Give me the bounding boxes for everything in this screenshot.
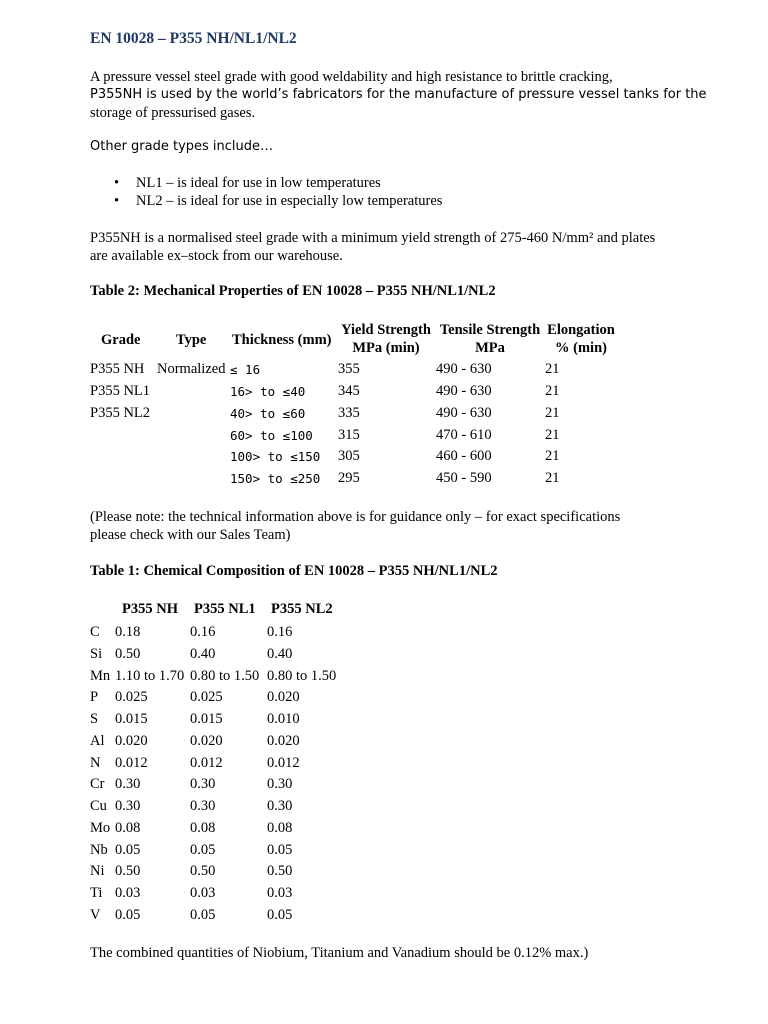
table-header-yield: [336, 321, 436, 357]
table-cell-p355nl2: 0.05: [267, 906, 293, 923]
table-cell-p355nh: 0.025: [115, 689, 148, 706]
note-line: (Please note: the technical information above is for guidance only – for exact specifications: [90, 509, 621, 525]
intro-paragraph: [90, 68, 707, 122]
table-cell-grade: P355 NL2: [90, 405, 151, 421]
table-cell-p355nh: 0.30: [115, 776, 141, 793]
table-cell-p355nh: 0.08: [115, 819, 141, 836]
table-cell-p355nh: 0.50: [115, 645, 141, 662]
table-cell-yield: 305: [338, 448, 360, 464]
table-cell-p355nl1: 0.16: [190, 624, 216, 640]
table-header-elongation: [542, 321, 620, 357]
table-cell-elongation: 21: [545, 470, 560, 486]
table-cell-yield: 345: [338, 383, 360, 399]
table-cell-p355nl2: 0.020: [267, 689, 300, 706]
table-cell-p355nh: 0.18: [115, 624, 141, 640]
table-cell-tensile: 490 - 630: [436, 383, 492, 399]
bullet-list: [114, 175, 442, 211]
footer-note: The combined quantities of Niobium, Titanium and Vanadium should be 0.12% max.): [90, 945, 589, 961]
table-cell-p355nl1: 0.50: [190, 863, 216, 880]
bullet-text: NL1 – is ideal for use in low temperatures: [136, 175, 381, 191]
table-header-yield-line: MPa (min): [352, 340, 420, 356]
table-cell-element: Si: [90, 645, 103, 662]
table-cell-elongation: 21: [545, 448, 560, 464]
normalised-paragraph: [90, 229, 655, 265]
table-header-tensile-line: Tensile Strength: [439, 322, 541, 338]
table-header-tensile: [436, 321, 544, 357]
table-cell-p355nl1: 0.40: [190, 645, 216, 662]
table-cell-p355nl2: 0.03: [267, 885, 293, 901]
table-cell-element: Nb: [90, 841, 108, 858]
table-cell-elongation: 21: [545, 383, 560, 399]
intro-line: P355NH is used by the world’s fabricators for the manufacture of pressure vessel tanks for the: [90, 87, 707, 102]
intro-line: A pressure vessel steel grade with good weldability and high resistance to brittle cracking,: [90, 69, 613, 85]
table-cell-p355nl1: 0.012: [190, 754, 223, 771]
table-cell-p355nl1: 0.015: [190, 711, 223, 727]
table-cell-tensile: 470 - 610: [436, 427, 492, 443]
p355nl2-column: [267, 622, 336, 927]
table-cell-yield: 295: [338, 470, 360, 486]
normalised-line: are available ex–stock from our warehouse.: [90, 248, 343, 264]
p355nl1-column: [190, 622, 259, 927]
bullet-text: NL2 – is ideal for use in especially low temperatures: [136, 193, 443, 209]
page-title: EN 10028 – P355 NH/NL1/NL2: [90, 30, 297, 47]
list-item: [114, 193, 442, 211]
table-cell-p355nl1: 0.30: [190, 776, 216, 793]
table-cell-element: V: [90, 906, 101, 923]
table-header-grade: Grade: [101, 332, 141, 348]
table-cell-yield: 315: [338, 427, 360, 443]
table-header-tensile-line: MPa: [475, 340, 505, 356]
table-cell-p355nh: 1.10 to 1.70: [115, 667, 185, 684]
table-cell-thickness: 16> to ≤40: [230, 384, 306, 399]
table-cell-tensile: 450 - 590: [436, 470, 492, 486]
note-line: please check with our Sales Team): [90, 527, 291, 543]
table-cell-element: N: [90, 754, 101, 771]
table-cell-p355nl1: 0.03: [190, 885, 216, 901]
table-cell-thickness: 100> to ≤150: [230, 449, 321, 464]
table-cell-p355nh: 0.05: [115, 906, 141, 923]
table-cell-grade: P355 NL1: [90, 383, 151, 399]
table-cell-p355nl1: 0.30: [190, 798, 216, 814]
table-cell-p355nl2: 0.30: [267, 776, 293, 793]
table-cell-element: Ni: [90, 863, 105, 880]
table-header-p355nh: P355 NH: [122, 601, 178, 617]
table-cell-p355nh: 0.020: [115, 732, 148, 749]
other-grades-intro: Other grade types include…: [90, 139, 274, 154]
table-cell-yield: 335: [338, 405, 360, 421]
table-cell-elongation: 21: [545, 427, 560, 443]
table-cell-thickness: ≤ 16: [230, 362, 261, 377]
normalised-line: P355NH is a normalised steel grade with a minimum yield strength of 275-460 N/mm² and plates: [90, 230, 656, 246]
table-cell-element: P: [90, 689, 99, 706]
table-cell-element: Cr: [90, 776, 105, 793]
table-cell-element: Al: [90, 732, 105, 749]
table-cell-thickness: 40> to ≤60: [230, 406, 306, 421]
table-cell-type: Normalized: [157, 361, 226, 377]
table-cell-thickness: 150> to ≤250: [230, 471, 321, 486]
table-header-elongation-line: % (min): [555, 340, 607, 356]
table-cell-grade: P355 NH: [90, 361, 145, 377]
list-item: [114, 175, 442, 193]
intro-line: storage of pressurised gases.: [90, 105, 256, 121]
table-cell-p355nl1: 0.025: [190, 689, 223, 706]
table-cell-element: Ti: [90, 885, 103, 901]
table-cell-p355nl2: 0.40: [267, 645, 293, 662]
table-cell-p355nl1: 0.05: [190, 841, 216, 858]
table-cell-p355nl2: 0.05: [267, 841, 293, 858]
table-cell-p355nl1: 0.80 to 1.50: [190, 667, 260, 684]
table-cell-element: C: [90, 624, 100, 640]
table-cell-element: Mo: [90, 819, 111, 836]
table-cell-p355nl2: 0.08: [267, 819, 293, 836]
table-cell-tensile: 460 - 600: [436, 448, 492, 464]
table-cell-element: Mn: [90, 667, 111, 684]
table-header-elongation-line: Elongation: [547, 322, 615, 338]
table-cell-p355nl2: 0.010: [267, 711, 300, 727]
table-cell-element: Cu: [90, 798, 107, 814]
table-cell-thickness: 60> to ≤100: [230, 428, 313, 443]
table-cell-p355nh: 0.50: [115, 863, 141, 880]
p355nh-column: [115, 622, 184, 927]
table-cell-p355nl1: 0.05: [190, 906, 216, 923]
table-header-p355nl2: P355 NL2: [271, 601, 333, 617]
table-cell-p355nl2: 0.012: [267, 754, 300, 771]
table-header-yield-line: Yield Strength: [341, 322, 431, 338]
table-cell-tensile: 490 - 630: [436, 405, 492, 421]
table-cell-tensile: 490 - 630: [436, 361, 492, 377]
table-cell-p355nl1: 0.08: [190, 819, 216, 836]
note-paragraph: [90, 508, 620, 544]
table-cell-p355nl2: 0.80 to 1.50: [267, 667, 337, 684]
table-cell-p355nl2: 0.16: [267, 624, 293, 640]
table-cell-p355nl2: 0.50: [267, 863, 293, 880]
table1-caption: Table 1: Chemical Composition of EN 10028 – P355 NH/NL1/NL2: [90, 563, 498, 579]
table-cell-elongation: 21: [545, 361, 560, 377]
bullet-icon: •: [114, 193, 120, 209]
table-cell-p355nh: 0.30: [115, 798, 141, 814]
table-header-p355nl1: P355 NL1: [194, 601, 256, 617]
table-cell-p355nh: 0.015: [115, 711, 148, 727]
table-cell-yield: 355: [338, 361, 360, 377]
table-cell-p355nl2: 0.020: [267, 732, 300, 749]
bullet-icon: •: [114, 175, 120, 191]
table-cell-p355nh: 0.03: [115, 885, 141, 901]
table-cell-p355nh: 0.012: [115, 754, 148, 771]
table2-caption: Table 2: Mechanical Properties of EN 10028 – P355 NH/NL1/NL2: [90, 283, 496, 299]
table-cell-p355nh: 0.05: [115, 841, 141, 858]
table-cell-p355nl2: 0.30: [267, 798, 293, 814]
element-column: [90, 622, 110, 927]
table-cell-element: S: [90, 711, 99, 727]
table-cell-elongation: 21: [545, 405, 560, 421]
table-cell-p355nl1: 0.020: [190, 732, 223, 749]
table-header-type: Type: [176, 332, 207, 348]
table-header-thickness: Thickness (mm): [232, 332, 332, 348]
